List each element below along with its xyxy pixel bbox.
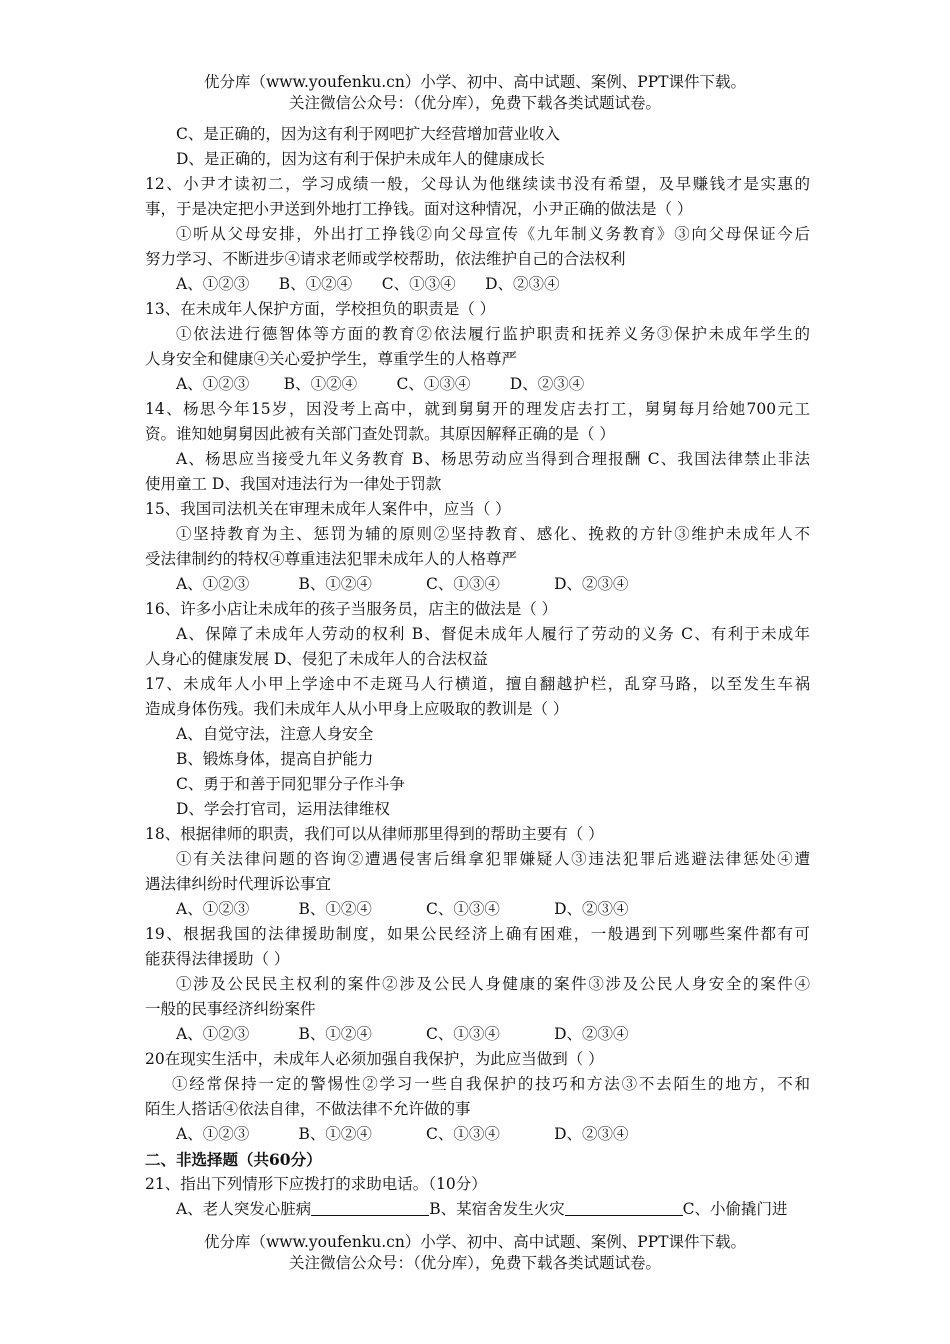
- q21-blank-a[interactable]: [311, 1199, 429, 1216]
- footer-line-1: 优分库（www.youfenku.cn）小学、初中、高中试题、案例、PPT课件下载。: [203, 1233, 747, 1251]
- footer-line-2: 关注微信公众号：（优分库），免费下载各类试题试卷。: [288, 1254, 661, 1272]
- q11-option-d: D、是正确的，因为这有利于保护未成年人的健康成长: [176, 150, 545, 168]
- q12-answer-options: A、①②③ B、①②④ C、①③④ D、②③④: [176, 275, 560, 293]
- q21-stem-line-1: 21、指出下列情形下应拨打的求助电话。（10分）: [145, 1175, 487, 1193]
- q16-options-line-1: A、保障了未成年人劳动的权利 B、督促未成年人履行了劳动的义务 C、有利于未成年: [176, 625, 810, 643]
- q15-answer-options: A、①②③ B、①②④ C、①③④ D、②③④: [176, 575, 629, 593]
- q17-option-c: C、勇于和善于同犯罪分子作斗争: [176, 775, 405, 793]
- q13-answer-options: A、①②③ B、①②④ C、①③④ D、②③④: [176, 375, 585, 393]
- q18-items-line-2: 遇法律纠纷时代理诉讼事宜: [145, 875, 332, 893]
- q18-stem-line-1: 18、根据律师的职责，我们可以从律师那里得到的帮助主要有（ ）: [145, 825, 604, 843]
- q21-item-c: C、小偷撬门进: [682, 1200, 788, 1218]
- q20-items-line-2: 陌生人搭话④依法自律，不做法律不允许做的事: [145, 1100, 471, 1118]
- q13-items-line-1: ①依法进行德智体等方面的教育②依法履行监护职责和抚养义务③保护未成年学生的: [176, 325, 810, 343]
- q19-items-line-2: 一般的民事经济纠纷案件: [145, 1000, 316, 1018]
- q15-items-line-1: ①坚持教育为主、惩罚为辅的原则②坚持教育、感化、挽救的方针③维护未成年人不: [176, 525, 810, 543]
- exam-content: [145, 122, 810, 1222]
- header-line-2: 关注微信公众号：（优分库），免费下载各类试题试卷。: [288, 94, 661, 112]
- q21-fill-line: [145, 1197, 810, 1222]
- q16-stem-line-1: 16、许多小店让未成年的孩子当服务员，店主的做法是（ ）: [145, 600, 558, 618]
- q15-items-line-2: 受法律制约的特权④尊重违法犯罪未成年人的人格尊严: [145, 550, 518, 568]
- q21-item-a: A、老人突发心脏病: [176, 1200, 312, 1218]
- q14-options-line-1: A、杨思应当接受九年义务教育 B、杨思劳动应当得到合理报酬 C、我国法律禁止非法: [176, 450, 810, 468]
- q11-option-c: C、是正确的，因为这有利于网吧扩大经营增加营业收入: [176, 125, 560, 143]
- q12-stem-line-1: 12、小尹才读初二，学习成绩一般，父母认为他继续读书没有希望，及早赚钱才是实惠的: [145, 175, 810, 193]
- q20-items-line-1: ①经常保持一定的警惕性②学习一些自我保护的技巧和方法③不去陌生的地方，不和: [172, 1075, 810, 1093]
- q20-stem-line-1: 20在现实生活中，未成年人必须加强自我保护，为此应当做到（ ）: [145, 1050, 604, 1068]
- q14-options-line-2: 使用童工 D、我国对违法行为一律处于罚款: [145, 475, 442, 493]
- header-line-1: 优分库（www.youfenku.cn）小学、初中、高中试题、案例、PPT课件下载。: [203, 73, 747, 91]
- q12-items-line-1: ①听从父母安排，外出打工挣钱②向父母宣传《九年制义务教育》③向父母保证今后: [176, 225, 810, 243]
- q21-blank-b[interactable]: [565, 1199, 683, 1216]
- q14-stem-line-1: 14、杨思今年15岁，因没考上高中，就到舅舅开的理发店去打工，舅舅每月给她700元工: [145, 400, 810, 418]
- q20-answer-options: A、①②③ B、①②④ C、①③④ D、②③④: [176, 1125, 629, 1143]
- q14-stem-line-2: 资。谁知她舅舅因此被有关部门查处罚款。其原因解释正确的是（ ）: [145, 425, 615, 443]
- q17-option-d: D、学会打官司，运用法律维权: [176, 800, 390, 818]
- q21-item-b: B、某宿舍发生火灾: [429, 1200, 565, 1218]
- q17-option-b: B、锻炼身体，提高自护能力: [176, 750, 374, 768]
- q17-option-a: A、自觉守法，注意人身安全: [176, 725, 374, 743]
- q18-answer-options: A、①②③ B、①②④ C、①③④ D、②③④: [176, 900, 629, 918]
- q17-stem-line-1: 17、未成年人小甲上学途中不走斑马人行横道，擅自翻越护栏，乱穿马路，以至发生车祸: [145, 675, 810, 693]
- q19-stem-line-1: 19、根据我国的法律援助制度，如果公民经济上确有困难，一般遇到下列哪些案件都有可: [145, 925, 810, 943]
- q12-items-line-2: 努力学习、不断进步④请求老师或学校帮助，依法维护自己的合法权利: [145, 250, 626, 268]
- section-heading-non-choice: 二、非选择题（共60分）: [145, 1150, 322, 1169]
- q19-stem-line-2: 能获得法律援助（ ）: [145, 950, 290, 968]
- q19-answer-options: A、①②③ B、①②④ C、①③④ D、②③④: [176, 1025, 629, 1043]
- q18-items-line-1: ①有关法律问题的咨询②遭遇侵害后缉拿犯罪嫌疑人③违法犯罪后逃避法律惩处④遭: [176, 850, 810, 868]
- q13-stem-line-1: 13、在未成年人保护方面，学校担负的职责是（ ）: [145, 300, 496, 318]
- q16-options-line-2: 人身心的健康发展 D、侵犯了未成年人的合法权益: [145, 650, 488, 668]
- page-footer: [0, 1232, 950, 1274]
- q15-stem-line-1: 15、我国司法机关在审理未成年人案件中，应当（ ）: [145, 500, 511, 518]
- q17-stem-line-2: 造成身体伤残。我们未成年人从小甲身上应吸取的教训是（ ）: [145, 700, 569, 718]
- page-header: [0, 72, 950, 114]
- q19-items-line-1: ①涉及公民民主权利的案件②涉及公民人身健康的案件③涉及公民人身安全的案件④: [176, 975, 810, 993]
- q12-stem-line-2: 事，于是决定把小尹送到外地打工挣钱。面对这种情况，小尹正确的做法是（ ）: [145, 200, 693, 218]
- q13-items-line-2: 人身安全和健康④关心爱护学生，尊重学生的人格尊严: [145, 350, 518, 368]
